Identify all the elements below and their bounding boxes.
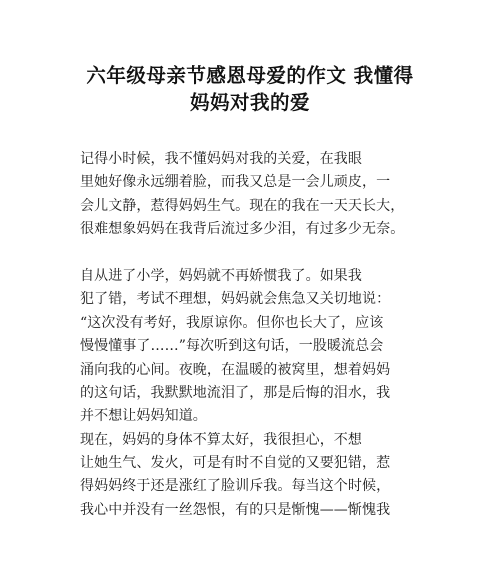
text-line: 的这句话，我默默地流泪了，那是后悔的泪水，我 [80,384,391,401]
text-line: 让她生气、发火，可是有时不自觉的又要犯错，惹 [80,455,391,472]
text-line: 里她好像永远绷着脸，而我又总是一会儿顽皮，一 [80,174,391,191]
paragraph-1 [80,148,440,242]
paragraph-2 [80,265,440,429]
text-line: 会儿文静，惹得妈妈生气。现在的我在一天天长大， [80,197,405,214]
text-line: 涌向我的心间。夜晚，在温暖的被窝里，想着妈妈 [80,361,391,378]
paragraph-3 [80,429,440,523]
text-line: 得妈妈终于还是涨红了脸训斥我。每当这个时候， [80,478,391,495]
text-line: 自从进了小学，妈妈就不再娇惯我了。如果我 [80,267,362,284]
article-body [80,148,440,522]
text-line: 犯了错，考试不理想，妈妈就会焦急又关切地说： [80,291,391,308]
paragraph-gap [80,242,440,265]
text-line: 很难想象妈妈在我背后流过多少泪，有过多少无奈。 [80,221,405,238]
text-line: 现在，妈妈的身体不算太好，我很担心，不想 [80,431,362,448]
article-title [60,62,440,116]
text-line: 记得小时候，我不懂妈妈对我的关爱，在我眼 [80,151,362,167]
text-line: 慢慢懂事了……”每次听到这句话，一股暖流总会 [80,338,384,355]
text-line: 我心中并没有一丝怨恨，有的只是惭愧——惭愧我 [80,501,391,518]
text-line: “这次没有考好，我原谅你。但你也长大了，应该 [80,314,384,331]
title-line-1: 六年级母亲节感恩母爱的作文 我懂得 [86,64,414,87]
text-line: 并不想让妈妈知道。 [80,408,207,425]
title-line-2: 妈妈对我的爱 [189,91,310,114]
